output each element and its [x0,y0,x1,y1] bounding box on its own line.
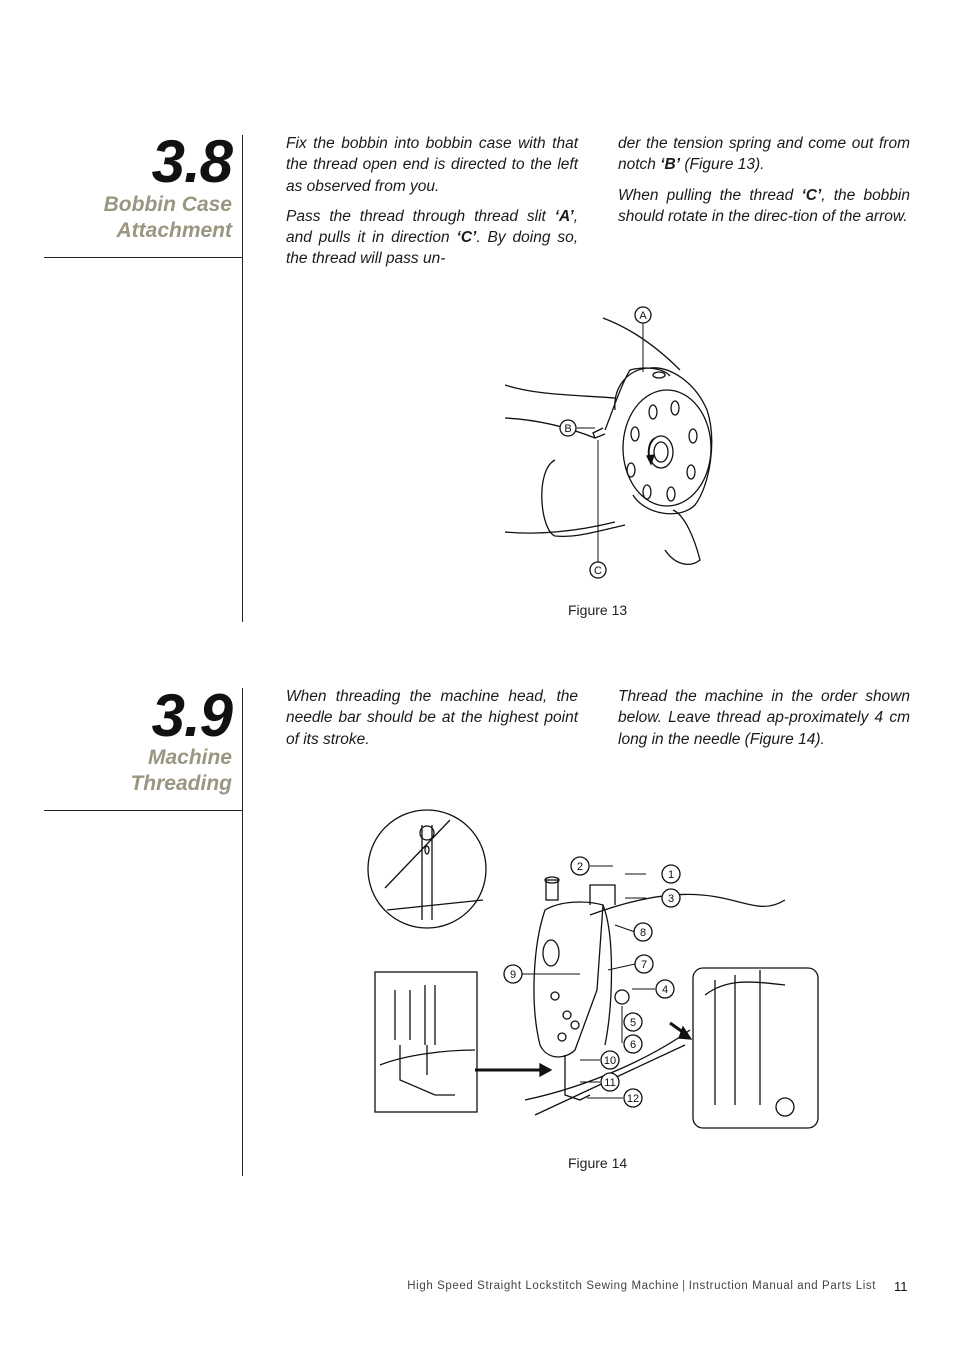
bobbin-case-latch [665,510,700,564]
paragraph [618,133,910,176]
bobbin-hole [667,487,675,501]
figure-caption: Figure 14 [568,1155,628,1171]
text-column-right [618,686,910,759]
text-column-left [286,686,578,759]
section-title-line: Bobbin Case [103,193,232,216]
callout-number: 3 [667,893,675,905]
needle-area [565,1055,590,1100]
section-title [130,745,232,797]
text-run: , and pulls it in direction [286,207,578,247]
text-run: Pass the thread through thread slit [286,207,555,225]
section-number: 3.9 [151,682,232,749]
finger-outline [505,385,615,398]
bobbin-hole [687,465,695,479]
text-column-left [286,133,578,279]
text-run: (Figure 13). [680,156,765,174]
thread-path [603,905,612,1045]
thumb-outline [542,460,625,536]
callout-number: 9 [509,969,517,981]
text-run: . By doing so, the thread will pass un- [286,229,578,268]
text-column-right [618,133,910,236]
callout-number: 1 [667,869,675,881]
callout-number: 10 [603,1055,617,1067]
bobbin-hole [627,463,635,477]
tension-knob [615,990,629,1004]
label-ref: ‘A’ [554,207,574,225]
text-run: der the tension spring and come out from notch [618,135,910,174]
figure-14-threading-illustration [365,805,825,1135]
bobbin-hole [671,401,679,415]
needle [425,985,435,1075]
head-screw [563,1011,571,1019]
section-title-line: Attachment [116,219,232,242]
bobbin-hub [649,436,673,468]
paragraph: Fix the bobbin into bobbin case with that the thread open end is directed to the left as observed from you. [286,135,578,195]
footer-title: High Speed Straight Lockstitch Sewing Machine [407,1280,680,1292]
callout-number: 11 [604,1077,616,1089]
paragraph [286,206,578,270]
callout-number: 5 [629,1017,637,1029]
page-footer [407,1280,876,1292]
section-vertical-rule [242,688,243,1176]
section-title-line: Machine [147,746,232,769]
label-b: B [564,423,572,435]
bobbin-hole [643,485,651,499]
text-run: When pulling the thread [618,186,802,204]
slit-a [653,372,665,378]
section-divider [44,810,243,811]
needle-bar-hole [425,846,429,854]
section-title-line: Threading [130,772,232,795]
figure-13-bobbin-case-illustration [495,300,725,585]
head-screw [558,1033,566,1041]
callout-number: 7 [640,959,648,971]
label-c: C [594,565,602,577]
bobbin-hole [689,429,697,443]
arm-outline [590,894,785,915]
thread-guide-frame [590,885,615,905]
bobbin-hub-inner [654,442,668,462]
footer-subtitle: Instruction Manual and Parts List [688,1280,876,1292]
label-a: A [639,310,647,322]
section-title [104,192,232,244]
callout-number: 6 [629,1039,637,1051]
bobbin-hole [631,427,639,441]
section-number: 3.8 [151,128,232,195]
callout-number: 12 [626,1093,640,1105]
paragraph: Thread the machine in the order shown below. Leave thread ap-proximately 4 cm long in the needle (Figure 14). [618,688,910,748]
label-ref: ‘C’ [801,186,822,204]
paragraph [618,185,910,228]
inset-line [385,820,450,888]
rotation-arrowhead [647,455,654,464]
tension-assembly-lines [715,970,760,1105]
page-number: 11 [894,1279,908,1294]
paragraph: When threading the machine head, the needle bar should be at the highest point of its stroke. [286,688,578,748]
callout-number: 8 [639,927,647,939]
inset-needle-bar [368,810,486,928]
leader-line [615,925,635,932]
arrow-head [540,1064,551,1076]
notch-b [593,428,605,438]
inset-line [387,900,483,910]
head-screw [571,1021,579,1029]
label-ref: ‘B’ [660,156,681,174]
footer-separator: | [682,1280,686,1292]
text-run: , the bobbin should rotate in the direc-tion of the arrow. [618,186,910,225]
bobbin-hole [649,405,657,419]
tension-nut [776,1098,794,1116]
machine-head [534,902,603,1057]
inset-tension-assembly [693,968,818,1128]
callout-number: 2 [576,861,584,873]
head-screw [551,992,559,1000]
tension-assembly-lines [705,982,785,995]
label-ref: ‘C’ [456,229,477,247]
section-divider [44,257,243,258]
figure-caption: Figure 13 [568,602,628,618]
section-vertical-rule [242,135,243,622]
thread-line [603,318,680,370]
head-window [543,940,559,966]
callout-number: 4 [661,984,669,996]
